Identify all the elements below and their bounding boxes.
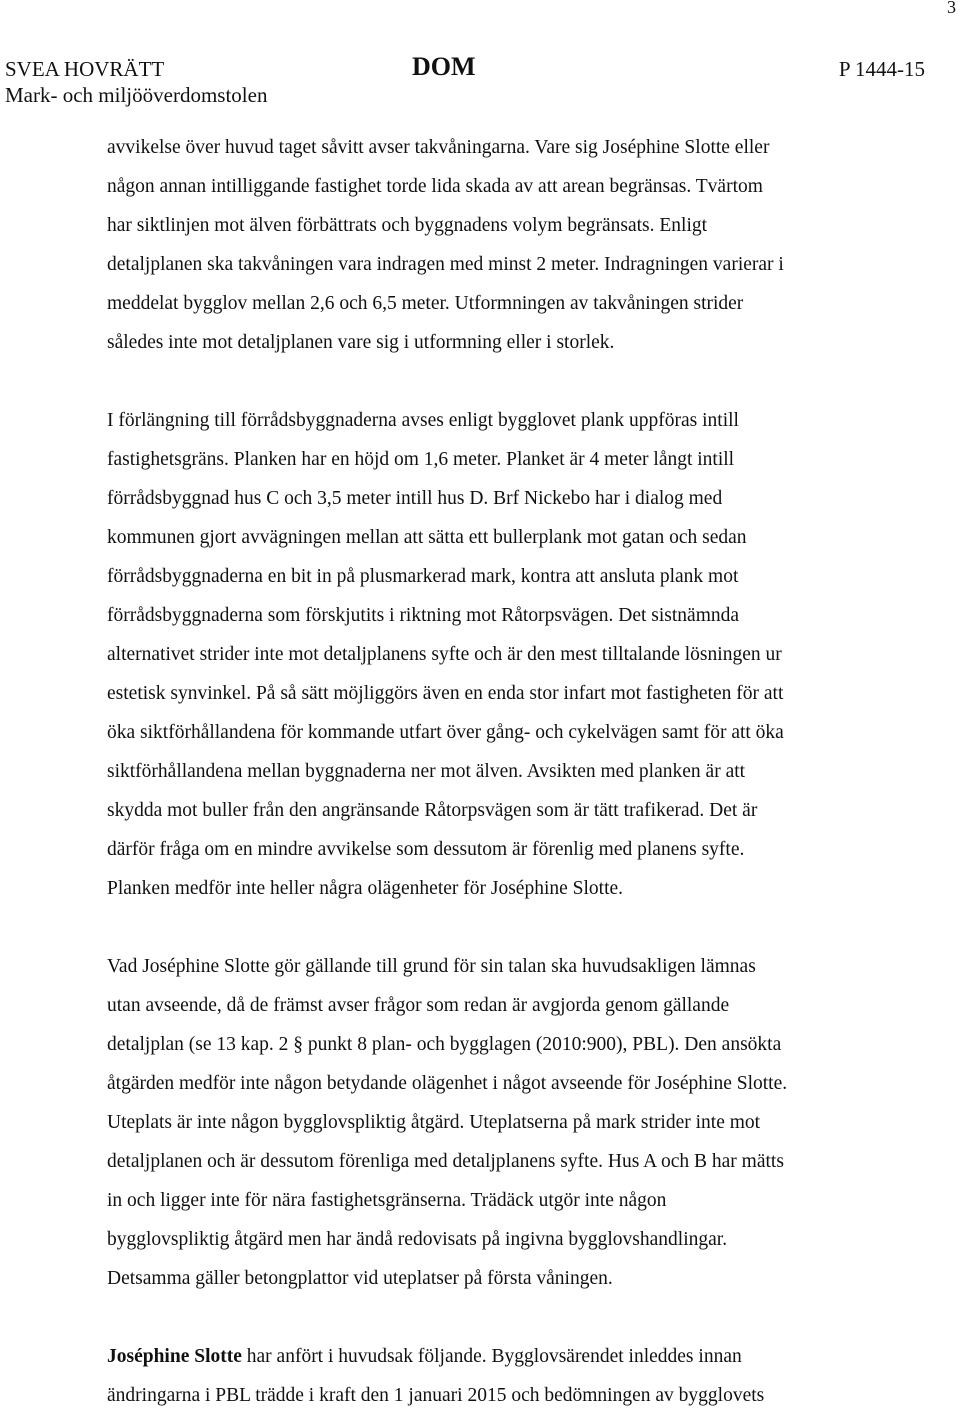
party-name: Joséphine Slotte — [107, 1346, 242, 1367]
text-line: fastighetsgräns. Planken har en höjd om 1,6 meter. Planket är 4 meter långt intill — [107, 449, 735, 470]
paragraph-2 — [107, 401, 907, 908]
text-line: har siktlinjen mot älven förbättrats och byggnadens volym begränsats. Enligt — [107, 215, 708, 236]
document-header — [5, 52, 925, 108]
text-line: avvikelse över huvud taget såvitt avser takvåningarna. Vare sig Joséphine Slotte eller — [107, 137, 770, 158]
text-line: förrådsbyggnad hus C och 3,5 meter intill hus D. Brf Nickebo har i dialog med — [107, 488, 723, 509]
text-line: skydda mot buller från den angränsande Råtorpsvägen som är tätt trafikerad. Det är — [107, 800, 758, 821]
text-line: in och ligger inte för nära fastighetsgränserna. Trädäck utgör inte någon — [107, 1190, 667, 1211]
text-line: Uteplats är inte någon bygglovspliktig åtgärd. Uteplatserna på mark strider inte mot — [107, 1112, 761, 1133]
paragraph-3 — [107, 947, 907, 1298]
text-line: ändringarna i PBL trädde i kraft den 1 januari 2015 och bedömningen av bygglovets — [107, 1385, 765, 1406]
text-line: bygglovspliktig åtgärd men har ändå redovisats på ingivna bygglovshandlingar. — [107, 1229, 728, 1250]
text-line: siktförhållandena mellan byggnaderna ner mot älven. Avsikten med planken är att — [107, 761, 746, 782]
paragraph-4 — [107, 1337, 907, 1415]
text-line: någon annan intilliggande fastighet torde lida skada av att arean begränsas. Tvärtom — [107, 176, 763, 197]
court-name — [5, 56, 267, 108]
text-line: således inte mot detaljplanen vare sig i utformning eller i storlek. — [107, 332, 615, 353]
text-line: detaljplan (se 13 kap. 2 § punkt 8 plan- och bygglagen (2010:900), PBL). Den ansökta — [107, 1034, 782, 1055]
text-line: förrådsbyggnaderna en bit in på plusmarkerad mark, kontra att ansluta plank mot — [107, 566, 739, 587]
court-name-line-2: Mark- och miljööverdomstolen — [5, 83, 268, 107]
text-line: detaljplanen och är dessutom förenliga med detaljplanens syfte. Hus A och B har mätts — [107, 1151, 784, 1172]
text-line: detaljplanen ska takvåningen vara indragen med minst 2 meter. Indragningen varierar i — [107, 254, 784, 275]
text-line-rest: har anfört i huvudsak följande. Bygglovsärendet inleddes innan — [241, 1346, 742, 1367]
case-number: P 1444-15 — [838, 57, 925, 81]
court-name-line-1: SVEA HOVRÄTT — [5, 57, 165, 81]
paragraph-1 — [107, 128, 907, 362]
text-line: alternativet strider inte mot detaljplanens syfte och är den mest tilltalande lösningen ur — [107, 644, 782, 665]
text-line: kommunen gjort avvägningen mellan att sätta ett bullerplank mot gatan och sedan — [107, 527, 747, 548]
text-line: Planken medför inte heller några olägenheter för Joséphine Slotte. — [107, 878, 624, 899]
text-line: åtgärden medför inte någon betydande olägenhet i något avseende för Joséphine Slotte. — [107, 1073, 788, 1094]
document-type: DOM — [412, 52, 476, 81]
text-line: estetisk synvinkel. På så sätt möjliggörs även en enda stor infart mot fastigheten för att — [107, 683, 784, 704]
page-number: 3 — [947, 0, 956, 17]
text-line: I förlängning till förrådsbyggnaderna avses enligt bygglovet plank uppföras intill — [107, 410, 739, 431]
text-line: utan avseende, då de främst avser frågor som redan är avgjorda genom gällande — [107, 995, 730, 1016]
text-line: Vad Joséphine Slotte gör gällande till grund för sin talan ska huvudsakligen lämnas — [107, 956, 756, 977]
text-line: förrådsbyggnaderna som förskjutits i riktning mot Råtorpsvägen. Det sistnämnda — [107, 605, 740, 626]
text-line: Detsamma gäller betongplattor vid uteplatser på första våningen. — [107, 1268, 613, 1289]
text-line: öka siktförhållandena för kommande utfart över gång- och cykelvägen samt för att öka — [107, 722, 784, 743]
document-body — [107, 128, 907, 1415]
text-line: meddelat bygglov mellan 2,6 och 6,5 meter. Utformningen av takvåningen strider — [107, 293, 744, 314]
text-line: därför fråga om en mindre avvikelse som dessutom är förenlig med planens syfte. — [107, 839, 745, 860]
text-line — [107, 1337, 907, 1376]
